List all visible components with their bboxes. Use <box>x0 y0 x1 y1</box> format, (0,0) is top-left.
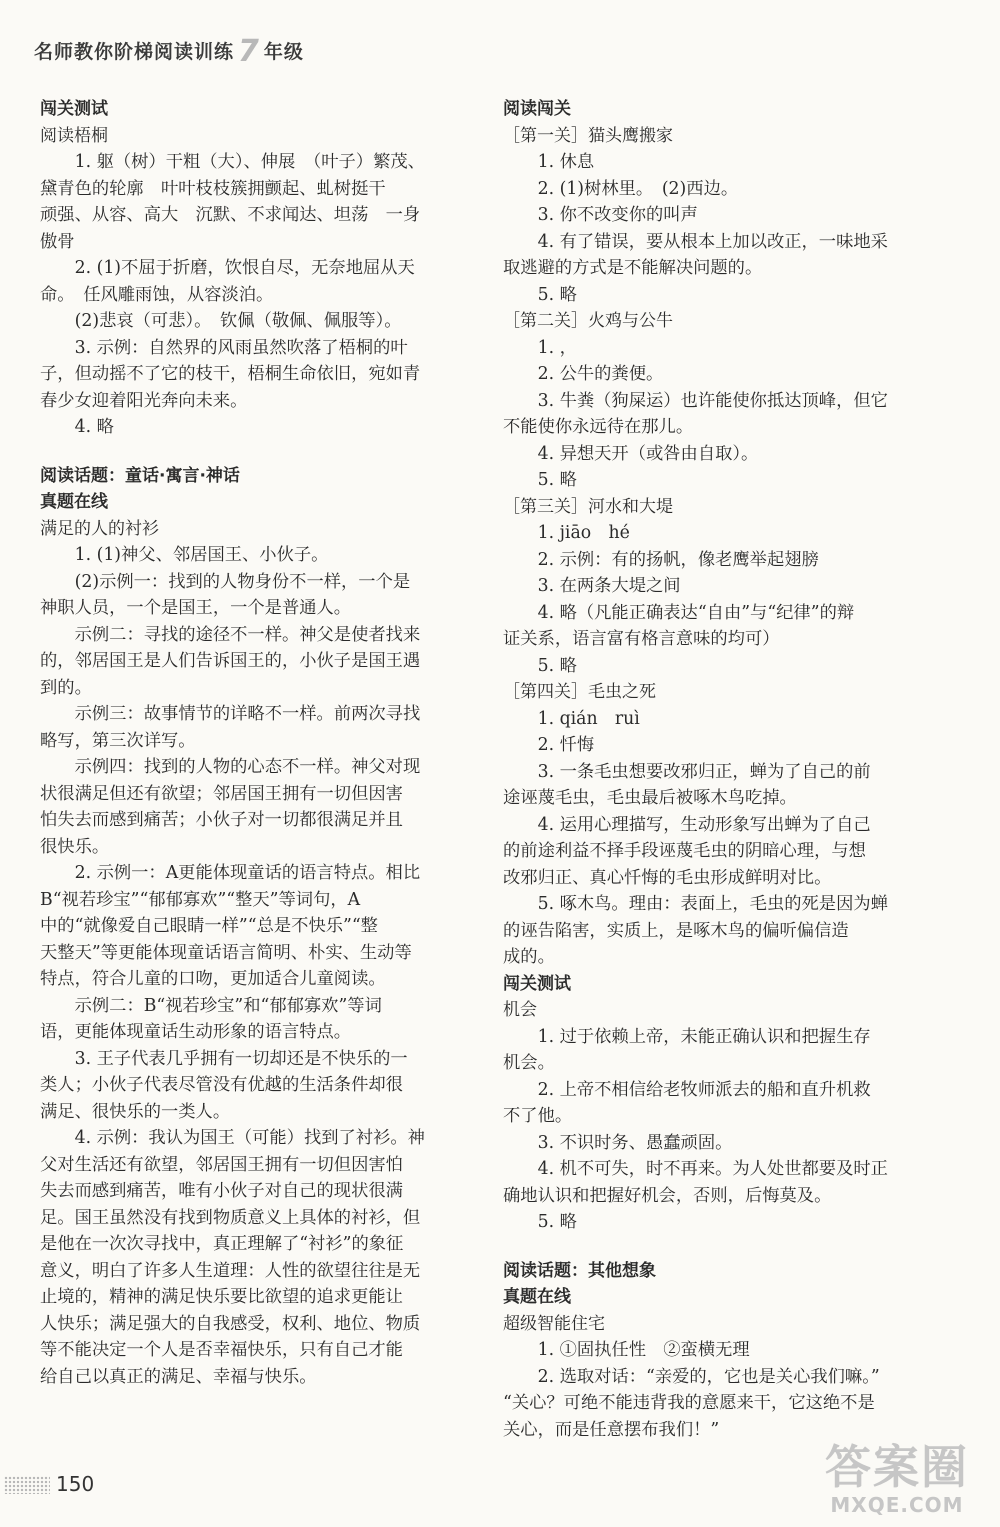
answer-item: 3. 你不改变你的叫声 <box>537 205 698 225</box>
answer-item: 5. 略 <box>537 655 577 676</box>
answer-item: 1. 过于依赖上帝，未能正确认识和把握生存 <box>537 1026 871 1047</box>
dot-pattern-decoration <box>4 1476 50 1494</box>
book-header <box>34 34 304 69</box>
answer-line: 到的。 <box>40 677 92 698</box>
answer-line: 黛青色的轮廓 叶叶枝枝簇拥颤起、虬树挺干 <box>40 178 386 199</box>
topic-heading: 阅读话题：其他想象 <box>503 1260 656 1281</box>
site-watermark <box>802 1441 992 1521</box>
answer-line: 的，邻居国王是人们告诉国王的，小伙子是国王遇 <box>40 651 421 671</box>
answer-column-left <box>40 96 465 1390</box>
passage-title: 超级智能住宅 <box>503 1313 605 1334</box>
answer-item: 2. 示例一：A更能体现童话的语言特点。相比 <box>74 863 421 883</box>
answer-line: 确地认识和把握好机会，否则，后悔莫及。 <box>503 1185 832 1206</box>
answer-line: 失去而感到痛苦，唯有小伙子对自己的现状很满 <box>40 1181 403 1201</box>
answer-item: 3. 王子代表几乎拥有一切却还是不快乐的一 <box>74 1048 408 1069</box>
passage-title: 满足的人的衬衫 <box>40 518 159 539</box>
answer-line: 途诬蔑毛虫，毛虫最后被啄木鸟吃掉。 <box>503 788 797 808</box>
answer-line: 傲骨 <box>40 231 75 252</box>
answer-item: 5. 啄木鸟。理由：表面上，毛虫的死是因为蝉 <box>537 894 888 914</box>
answer-item: 示例三：故事情节的详略不一样。前两次寻找 <box>74 704 421 724</box>
answer-item: 2. 公牛的粪便。 <box>537 364 664 384</box>
section-heading: 真题在线 <box>40 492 108 512</box>
section-heading: 闯关测试 <box>503 973 571 994</box>
answer-item: 3. 示例：自然界的风雨虽然吹落了梧桐的叶 <box>74 337 408 358</box>
book-title: 名师教你阶梯阅读训练 <box>34 41 235 63</box>
page-number: 150 <box>56 1472 95 1496</box>
answer-line: 给自己以真正的满足、幸福与快乐。 <box>40 1366 317 1387</box>
answer-item: 4. 略 <box>74 417 114 437</box>
answer-item: 示例四：找到的人物的心态不一样。神父对现 <box>74 757 421 777</box>
answer-line: 的诬告陷害，实质上，是啄木鸟的偏听偏信造 <box>503 920 849 941</box>
answer-line: B“视若珍宝”“郁郁寡欢”“整天”等词句，A <box>40 889 361 910</box>
answer-line: 子，但动摇不了它的枝干，梧桐生命依旧，宛如青 <box>40 364 421 384</box>
answer-line: 中的“就像爱自己眼睛一样”“总是不快乐”“整 <box>40 916 378 936</box>
answer-item: 4. 运用心理描写，生动形象写出蝉为了自己 <box>537 814 871 835</box>
answer-line: 取逃避的方式是不能解决问题的。 <box>503 258 763 278</box>
answer-item: 1. 躯（树）干粗（大）、伸展 （叶子）繁茂、 <box>74 152 425 172</box>
answer-line: 成的。 <box>503 947 555 967</box>
answer-item: 2. 选取对话：“亲爱的，它也是关心我们嘛。” <box>537 1366 880 1387</box>
answer-item: 1. (1)神父、邻居国王、小伙子。 <box>74 545 329 565</box>
answer-line: 改邪归正、真心忏悔的毛虫形成鲜明对比。 <box>503 867 832 888</box>
answer-item: 2. (1)不屈于折磨，饮恨自尽，无奈地屈从天 <box>74 258 415 278</box>
answer-item: 4. 示例：我认为国王（可能）找到了衬衫。神 <box>74 1128 425 1148</box>
section-heading: 闯关测试 <box>40 99 108 119</box>
answer-item: 2. 上帝不相信给老牧师派去的船和直升机救 <box>537 1079 871 1100</box>
section-heading: 阅读闯关 <box>503 99 571 119</box>
answer-line: 天整天”等更能体现童话语言简明、朴实、生动等 <box>40 942 412 963</box>
passage-title: 机会 <box>503 1000 537 1020</box>
answer-item: (2)悲哀（可悲）。 钦佩（敬佩、佩服等）。 <box>74 311 402 331</box>
answer-column-right <box>503 96 931 1443</box>
answer-item: 示例二：寻找的途径不一样。神父是使者找来 <box>74 624 421 645</box>
answer-item: 4. 机不可失，时不再来。为人处世都要及时正 <box>537 1159 888 1179</box>
answer-item: 示例二：B“视若珍宝”和“郁郁寡欢”等词 <box>74 995 382 1016</box>
answer-line: 春少女迎着阳光奔向未来。 <box>40 390 248 411</box>
answer-line: “关心？可绝不能违背我的意愿来干，它这绝不是 <box>503 1393 875 1413</box>
answer-line: 类人；小伙子代表尽管没有优越的生活条件却很 <box>40 1075 403 1095</box>
answer-item: 5. 略 <box>537 284 577 305</box>
answer-line: 关心，而是任意摆布我们！” <box>503 1419 720 1440</box>
answer-line: 是他在一次次寻找中，真正理解了“衬衫”的象征 <box>40 1234 404 1254</box>
answer-item: 3. 不识时务、愚蠢顽固。 <box>537 1132 733 1153</box>
answer-item: 5. 略 <box>537 470 577 490</box>
answer-line: 的前途利益不择手段诬蔑毛虫的阴暗心理，与想 <box>503 841 866 861</box>
watermark-brand: 答案圈 <box>825 1440 969 1494</box>
answer-line: 不了他。 <box>503 1106 573 1126</box>
answer-item: 1. qián ruì <box>537 708 640 729</box>
answer-item: 3. 在两条大堤之间 <box>537 576 681 596</box>
answer-item: 4. 略（凡能正确表达“自由”与“纪律”的辩 <box>537 602 855 623</box>
answer-item: 1. ， <box>537 337 577 358</box>
answer-line: 略写，第三次详写。 <box>40 730 196 751</box>
answer-line: 命。 任风雕雨蚀，从容淡泊。 <box>40 284 274 305</box>
answer-item: 3. 一条毛虫想要改邪归正，蝉为了自己的前 <box>537 761 871 782</box>
answer-line: 人快乐；满足强大的自我感受，权利、地位、物质 <box>40 1313 421 1334</box>
level-title: ［第四关］毛虫之死 <box>503 682 656 702</box>
answer-line: 止境的，精神的满足快乐要比欲望的追求更能让 <box>40 1287 403 1307</box>
answer-line: 父对生活还有欲望，邻居国王拥有一切但因害怕 <box>40 1154 403 1175</box>
level-title: ［第一关］猫头鹰搬家 <box>503 125 673 146</box>
passage-title: 阅读梧桐 <box>40 125 108 146</box>
answer-item: 1. jiāo hé <box>537 523 630 543</box>
answer-line: 特点，符合儿童的口吻，更加适合儿童阅读。 <box>40 969 386 989</box>
level-title: ［第三关］河水和大堤 <box>503 496 673 517</box>
answer-line: 怕失去而感到痛苦；小伙子对一切都很满足并且 <box>40 810 403 830</box>
answer-line: 很快乐。 <box>40 836 110 857</box>
answer-item: 1. 休息 <box>537 152 595 172</box>
answer-line: 等不能决定一个人是否幸福快乐，只有自己才能 <box>40 1340 403 1360</box>
grade-label: 年级 <box>263 41 304 63</box>
answer-item: 2. 忏悔 <box>537 735 595 755</box>
answer-line: 机会。 <box>503 1053 555 1073</box>
answer-line: 不能使你永远待在那儿。 <box>503 417 694 437</box>
answer-item: 3. 牛粪（狗屎运）也许能使你抵达顶峰，但它 <box>537 390 888 411</box>
answer-item: 5. 略 <box>537 1212 577 1232</box>
answer-line: 足。国王虽然没有找到物质意义上具体的衬衫，但 <box>40 1207 421 1228</box>
answer-item: 4. 异想天开（或咎由自取）。 <box>537 443 759 464</box>
level-title: ［第二关］火鸡与公牛 <box>503 311 673 331</box>
answer-item: 2. 示例：有的扬帆，像老鹰举起翅膀 <box>537 549 819 570</box>
answer-line: 顽强、从容、高大 沉默、不求闻达、坦荡 一身 <box>40 205 421 225</box>
section-heading: 真题在线 <box>503 1287 571 1307</box>
answer-item: 1. ①固执任性 ②蛮横无理 <box>537 1340 750 1360</box>
answer-line: 意义，明白了许多人生道理：人性的欲望往往是无 <box>40 1260 421 1281</box>
answer-item: 4. 有了错误，要从根本上加以改正，一味地采 <box>537 231 888 252</box>
answer-line: 证关系，语言富有格言意味的均可） <box>503 629 780 649</box>
grade-number: 7 <box>238 34 260 69</box>
answer-item: 2. (1)树林里。 (2)西边。 <box>537 178 739 199</box>
watermark-domain: MXQE.COM <box>830 1493 964 1517</box>
answer-line: 神职人员，一个是国王，一个是普通人。 <box>40 598 352 618</box>
answer-line: 满足、很快乐的一类人。 <box>40 1101 231 1122</box>
topic-heading: 阅读话题：童话·寓言·神话 <box>40 465 240 486</box>
answer-item: (2)示例一：找到的人物身份不一样，一个是 <box>74 571 411 592</box>
page-footer <box>0 1472 300 1502</box>
answer-line: 状很满足但还有欲望；邻居国王拥有一切但因害 <box>40 783 403 804</box>
answer-line: 语，更能体现童话生动形象的语言特点。 <box>40 1022 352 1042</box>
